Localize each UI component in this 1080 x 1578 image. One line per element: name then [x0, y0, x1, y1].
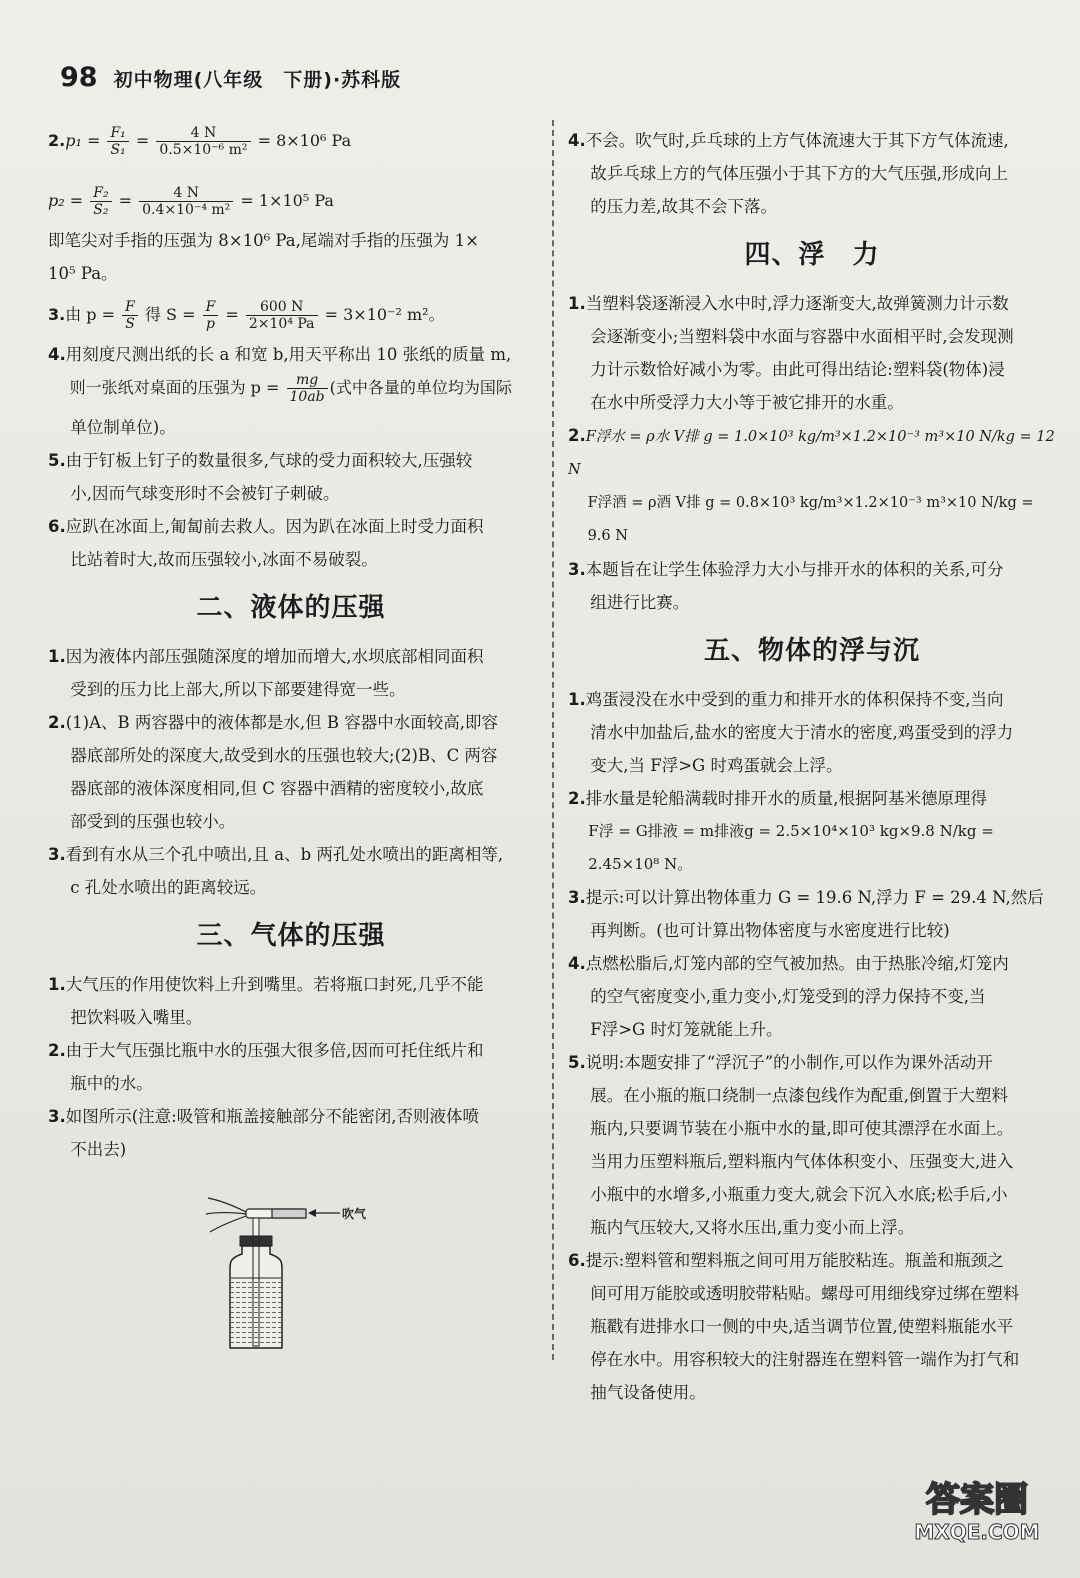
book-title: 初中物理(八年级 下册)·苏科版 [113, 69, 402, 91]
s2-answer-2-line-1: 2.(1)A、B 两容器中的液体都是水,但 B 容器中水面较高,即容 [48, 713, 499, 732]
g-answer-6-line-4: 停在水中。用容积较大的注射器连在塑料管一端作为打气和 [590, 1350, 1020, 1369]
s2-answer-2-line-2: 器底部所处的深度大,故受到水的压强也较大;(2)B、C 两容 [70, 746, 498, 765]
s3-answer-3-line-2: 不出去) [70, 1140, 127, 1159]
g-answer-6-line-3: 瓶戳有进排水口一侧的中央,适当调节位置,使塑料瓶能水平 [590, 1317, 1014, 1336]
fraction: $\frac{mg}{10ab}$ [287, 372, 328, 405]
answer-2-text: 即笔尖对手指的压强为 8×10⁶ Pa,尾端对手指的压强为 1× [48, 231, 479, 250]
g-answer-2-line-2: F浮 = G排液 = m排液g = 2.5×10⁴×10³ kg×9.8 N/kg = 2.45×10⁸ N。 [588, 822, 994, 873]
s3-answer-2-line-2: 瓶中的水。 [70, 1074, 153, 1093]
fraction: $\frac{4 N}{\text{0.5×10⁻⁶ m²}}$ [156, 125, 250, 158]
answer-6-line-1: 6.应趴在冰面上,匍匐前去救人。因为趴在冰面上时受力面积 [48, 517, 484, 536]
g-answer-5-line-2: 展。在小瓶的瓶口绕制一点漆包线作为配重,倒置于大塑料 [590, 1086, 1009, 1105]
f-answer-3-line-1: 3.本题旨在让学生体验浮力大小与排开水的体积的关系,可分 [568, 560, 1004, 579]
answer-2-formula-1: 2.p₁ = $\frac{\text{F₁}}{\text{S₁}}$ = $\frac{4 N}{\text{0.5×10⁻⁶ m²}}$ = 8×10⁶ Pa [48, 125, 352, 158]
s3-answer-3-line-1: 3.如图所示(注意:吸管和瓶盖接触部分不能密闭,否则液体喷 [48, 1107, 479, 1126]
g-answer-5-line-3: 瓶内,只要调节装在小瓶中水的量,即可使其漂浮在水面上。 [590, 1119, 1014, 1138]
f-answer-3-line-2: 组进行比赛。 [590, 593, 690, 612]
page-number: 98 [60, 62, 98, 93]
g-answer-5-line-1: 5.说明:本题安排了“浮沉子”的小制作,可以作为课外活动开 [568, 1053, 993, 1072]
g-answer-6-line-1: 6.提示:塑料管和塑料瓶之间可用万能胶粘连。瓶盖和瓶颈之 [568, 1251, 1004, 1270]
g-answer-5-line-5: 小瓶中的水增多,小瓶重力变大,就会下沉入水底;松手后,小 [590, 1185, 1008, 1204]
g-answer-5-line-6: 瓶内气压较大,又将水压出,重力变小而上浮。 [590, 1218, 915, 1237]
f-answer-2-line-2: F浮酒 = ρ酒 V排 g = 0.8×10³ kg/m³×1.2×10⁻³ m³×10 N/kg = 9.6 N [587, 495, 1034, 544]
s3-answer-2-line-1: 2.由于大气压强比瓶中水的压强大很多倍,因而可托住纸片和 [48, 1041, 484, 1060]
g-answer-3-line-2: 再判断。(也可计算出物体密度与水密度进行比较) [590, 921, 950, 940]
g-answer-6-line-2: 间可用万能胶或透明胶带粘贴。螺母可用细线穿过绑在塑料 [590, 1284, 1020, 1303]
g-answer-1-line-2: 清水中加盐后,盐水的密度大于清水的密度,鸡蛋受到的浮力 [590, 723, 1014, 742]
left-column [48, 124, 534, 1166]
section-heading-float-sink: 五、物体的浮与沉 [703, 636, 920, 666]
answer-3: 3.由 p = $\frac{F}{S}$ 得 S = $\frac{F}{p}$ = $\frac{600 N}{\text{2×10⁴ Pa}}$ = 3×10⁻² m²。 [48, 299, 445, 332]
f-answer-1-line-1: 1.当塑料袋逐渐浸入水中时,浮力逐渐变大,故弹簧测力计示数 [568, 294, 1009, 313]
s3-answer-1-line-2: 把饮料吸入嘴里。 [70, 1008, 203, 1027]
watermark-logo: 答案圈 MXQE.COM [914, 1480, 1040, 1544]
answer-r4-line-3: 的压力差,故其不会下落。 [590, 197, 778, 216]
fraction: $\frac{F}{S}$ [122, 299, 138, 332]
s2-answer-2-line-4: 部受到的压强也较小。 [70, 812, 236, 831]
bottle-cap [240, 1236, 272, 1246]
fraction: $\frac{600 N}{\text{2×10⁴ Pa}}$ [246, 299, 318, 332]
fraction: $\frac{\text{F₂}}{\text{S₂}}$ [90, 185, 111, 218]
s2-answer-1-line-1: 1.因为液体内部压强随深度的增加而增大,水坝底部相同面积 [48, 647, 484, 666]
fraction: $\frac{4 N}{\text{0.4×10⁻⁴ m²}}$ [139, 185, 233, 218]
g-answer-3-line-1: 3.提示:可以计算出物体重力 G = 19.6 N,浮力 F = 29.4 N,然后 [568, 888, 1044, 907]
answer-r4-line-2: 故乒乓球上方的气体压强小于其下方的大气压强,形成向上 [590, 164, 1009, 183]
g-answer-1-line-3: 变大,当 F浮>G 时鸡蛋就会上浮。 [590, 756, 843, 775]
f-answer-1-line-2: 会逐渐变小;当塑料袋中水面与容器中水面相平时,会发现测 [590, 327, 1014, 346]
page-header [60, 62, 401, 102]
g-answer-1-line-1: 1.鸡蛋浸没在水中受到的重力和排开水的体积保持不变,当向 [568, 690, 1004, 709]
answer-r4-line-1: 4.不会。吹气时,乒乓球的上方气体流速大于其下方气体流速, [568, 131, 1009, 150]
s2-answer-1-line-2: 受到的压力比上部大,所以下部要建得宽一些。 [70, 680, 406, 699]
spray-lines-icon [206, 1198, 246, 1232]
answer-5-line-2: 小,因而气球变形时不会被钉子刺破。 [70, 484, 340, 503]
g-answer-5-line-4: 当用力压塑料瓶后,塑料瓶内气体体积变小、压强变大,进入 [590, 1152, 1014, 1171]
g-answer-4-line-2: 的空气密度变小,重力变小,灯笼受到的浮力保持不变,当 [590, 987, 986, 1006]
s2-answer-3-line-2: c 孔处水喷出的距离较远。 [70, 878, 267, 897]
section-heading-liquid-pressure: 二、液体的压强 [196, 593, 386, 623]
s2-answer-2-line-3: 器底部的液体深度相同,但 C 容器中酒精的密度较小,故底 [70, 779, 484, 798]
answer-4-line-1: 4.用刻度尺测出纸的长 a 和宽 b,用天平称出 10 张纸的质量 m, [48, 345, 512, 364]
g-answer-4-line-3: F浮>G 时灯笼就能上升。 [590, 1020, 783, 1039]
answer-4-line-3: 单位制单位)。 [70, 418, 176, 437]
answer-6-line-2: 比站着时大,故而压强较小,冰面不易破裂。 [70, 550, 378, 569]
answer-5-line-1: 5.由于钉板上钉子的数量很多,气球的受力面积较大,压强较 [48, 451, 473, 470]
answer-2-text-cont: 10⁵ Pa。 [48, 264, 118, 283]
f-answer-2-line-1: 2.F浮水 = ρ水 V排 g = 1.0×10³ kg/m³×1.2×10⁻³ m³×10 N/kg = 12 N [568, 426, 1055, 478]
right-column [568, 124, 1056, 1409]
answer-4-line-2: 则一张纸对桌面的压强为 p = $\frac{mg}{10ab}$ (式中各量的单位均为国际 [69, 372, 512, 405]
section-heading-buoyancy: 四、浮 力 [744, 240, 880, 270]
bottle-straw-diagram [200, 1190, 390, 1360]
g-answer-2-line-1: 2.排水量是轮船满载时排开水的质量,根据阿基米德原理得 [568, 789, 987, 808]
answer-2-formula-2: p₂ = $\frac{\text{F₂}}{\text{S₂}}$ = $\frac{4 N}{\text{0.4×10⁻⁴ m²}}$ = 1×10⁵ Pa [48, 185, 334, 218]
g-answer-4-line-1: 4.点燃松脂后,灯笼内部的空气被加热。由于热胀冷缩,灯笼内 [568, 954, 1009, 973]
f-answer-1-line-4: 在水中所受浮力大小等于被它排开的水重。 [590, 393, 904, 412]
column-divider [552, 120, 554, 1360]
s3-answer-1-line-1: 1.大气压的作用使饮料上升到嘴里。若将瓶口封死,几乎不能 [48, 975, 484, 994]
section-heading-gas-pressure: 三、气体的压强 [196, 921, 386, 951]
f-answer-1-line-3: 力计示数恰好减小为零。由此可得出结论:塑料袋(物体)浸 [590, 360, 1005, 379]
g-answer-6-line-5: 抽气设备使用。 [590, 1383, 706, 1402]
fraction: $\frac{F}{p}$ [203, 299, 219, 332]
blow-label: 吹气 [342, 1207, 367, 1221]
s2-answer-3-line-1: 3.看到有水从三个孔中喷出,且 a、b 两孔处水喷出的距离相等, [48, 845, 504, 864]
fraction: $\frac{\text{F₁}}{\text{S₁}}$ [107, 125, 128, 158]
